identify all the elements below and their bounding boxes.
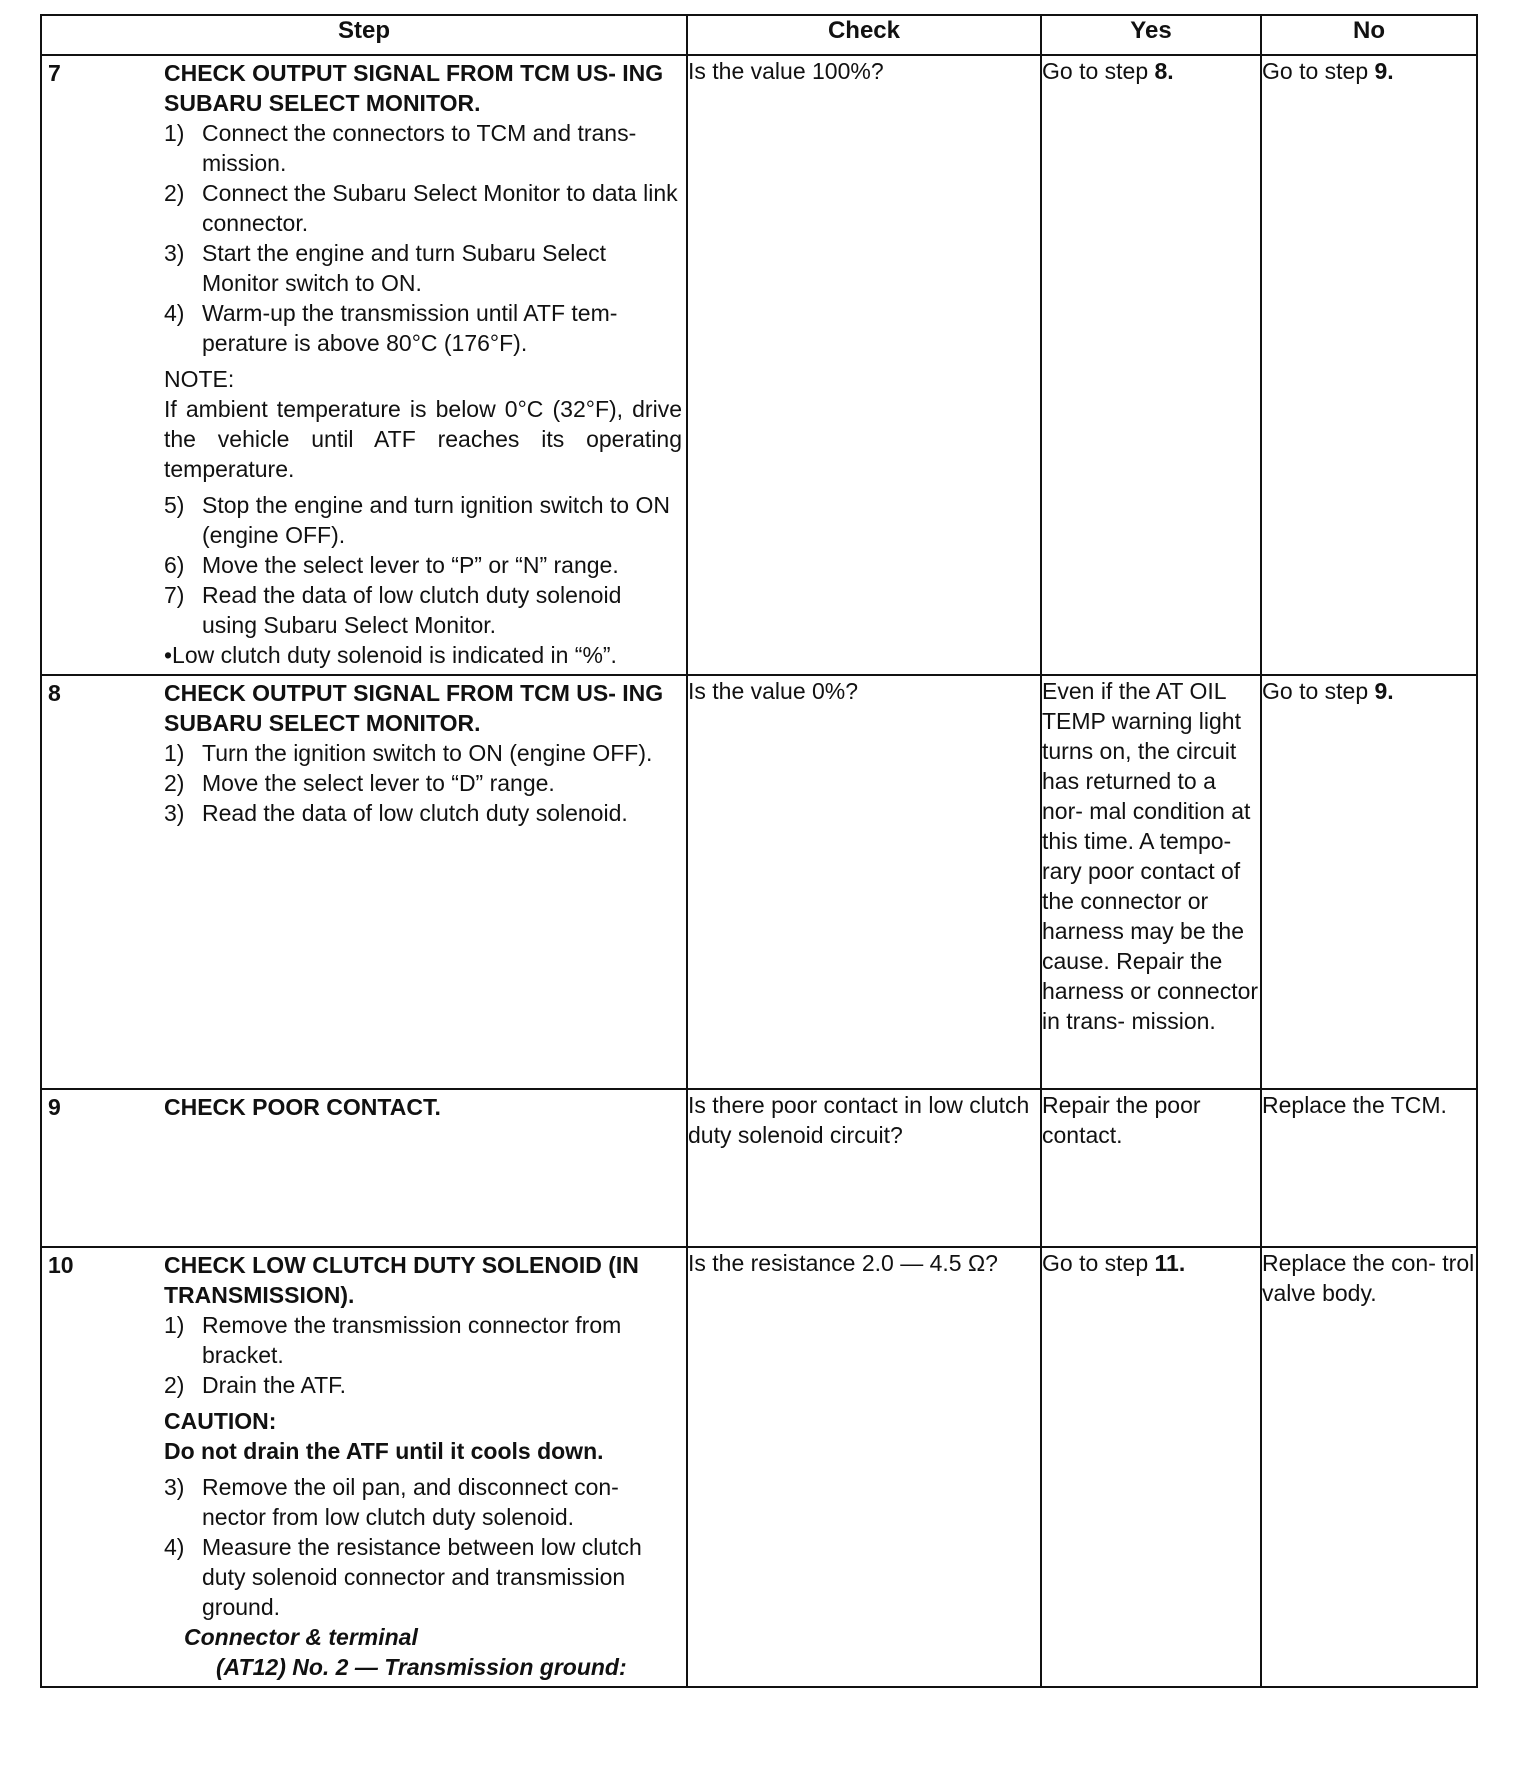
substep-list [164, 738, 682, 828]
header-no: No [1261, 15, 1477, 55]
substep-list [164, 490, 682, 640]
substep: 2) Connect the Subaru Select Monitor to data link connector. [164, 180, 678, 236]
step-title: CHECK OUTPUT SIGNAL FROM TCM US- ING SUBARU SELECT MONITOR. [164, 60, 664, 116]
substep: 1) Connect the connectors to TCM and trans- mission. [164, 120, 637, 176]
substep: 2) Drain the ATF. [164, 1372, 347, 1398]
bullet-note: •Low clutch duty solenoid is indicated in “%”. [164, 642, 617, 668]
substep: 5) Stop the engine and turn ignition switch to ON (engine OFF). [164, 492, 670, 548]
substep-list [164, 1472, 682, 1622]
step-title: CHECK POOR CONTACT. [164, 1094, 441, 1120]
step-cell [41, 1247, 687, 1687]
substep: 3) Remove the oil pan, and disconnect con- nector from low clutch duty solenoid. [164, 1474, 619, 1530]
header-step: Step [41, 15, 687, 55]
yes-cell: Repair the poor contact. [1041, 1089, 1261, 1247]
note-text: If ambient temperature is below 0°C (32°F), drive the vehicle until ATF reaches its operating temperature. [164, 396, 682, 482]
substep-list [164, 118, 682, 358]
step-number: 8 [48, 680, 61, 706]
caution-text: Do not drain the ATF until it cools down. [164, 1438, 604, 1464]
note-block [164, 364, 682, 484]
step-title: CHECK LOW CLUTCH DUTY SOLENOID (IN TRANSMISSION). [164, 1252, 639, 1308]
substep: 3) Read the data of low clutch duty solenoid. [164, 800, 628, 826]
header-check: Check [687, 15, 1041, 55]
check-cell: Is there poor contact in low clutch duty solenoid circuit? [687, 1089, 1041, 1247]
yes-cell: Go to step 11. [1041, 1247, 1261, 1687]
check-cell: Is the value 100%? [687, 55, 1041, 675]
no-cell: Replace the con- trol valve body. [1261, 1247, 1477, 1687]
table-row [41, 55, 1477, 675]
yes-cell: Even if the AT OIL TEMP warning light turns on, the circuit has returned to a nor- mal condition at this time. A tempo- rary poor contact of the connector or harness may be the cause. Repair the harness or connector in trans- mission. [1041, 675, 1261, 1089]
note-label: NOTE: [164, 366, 235, 392]
connector-label: Connector & terminal [184, 1624, 418, 1650]
caution-label: CAUTION: [164, 1408, 277, 1434]
caution-block [164, 1406, 682, 1466]
no-cell: Go to step 9. [1261, 675, 1477, 1089]
substep: 6) Move the select lever to “P” or “N” range. [164, 552, 619, 578]
table-row [41, 1089, 1477, 1247]
substep: 4) Measure the resistance between low clutch duty solenoid connector and transmission ground. [164, 1534, 642, 1620]
substep-list [164, 1310, 682, 1400]
no-cell: Go to step 9. [1261, 55, 1477, 675]
step-number: 9 [48, 1094, 61, 1120]
step-title: CHECK OUTPUT SIGNAL FROM TCM US- ING SUBARU SELECT MONITOR. [164, 680, 664, 736]
substep: 7) Read the data of low clutch duty solenoid using Subaru Select Monitor. [164, 582, 622, 638]
step-number: 10 [48, 1252, 74, 1278]
check-cell: Is the value 0%? [687, 675, 1041, 1089]
yes-cell: Go to step 8. [1041, 55, 1261, 675]
header-row [41, 15, 1477, 55]
substep: 4) Warm-up the transmission until ATF tem- perature is above 80°C (176°F). [164, 300, 618, 356]
check-cell: Is the resistance 2.0 — 4.5 Ω? [687, 1247, 1041, 1687]
substep: 3) Start the engine and turn Subaru Select Monitor switch to ON. [164, 240, 607, 296]
diagnostic-table [40, 14, 1478, 1688]
substep: 2) Move the select lever to “D” range. [164, 770, 555, 796]
connector-value: (AT12) No. 2 — Transmission ground: [216, 1654, 627, 1680]
table-row [41, 675, 1477, 1089]
step-cell [41, 55, 687, 675]
step-number: 7 [48, 60, 61, 86]
no-cell: Replace the TCM. [1261, 1089, 1477, 1247]
step-cell [41, 675, 687, 1089]
header-yes: Yes [1041, 15, 1261, 55]
table-row [41, 1247, 1477, 1687]
step-cell [41, 1089, 687, 1247]
substep: 1) Remove the transmission connector from bracket. [164, 1312, 622, 1368]
substep: 1) Turn the ignition switch to ON (engine OFF). [164, 740, 653, 766]
